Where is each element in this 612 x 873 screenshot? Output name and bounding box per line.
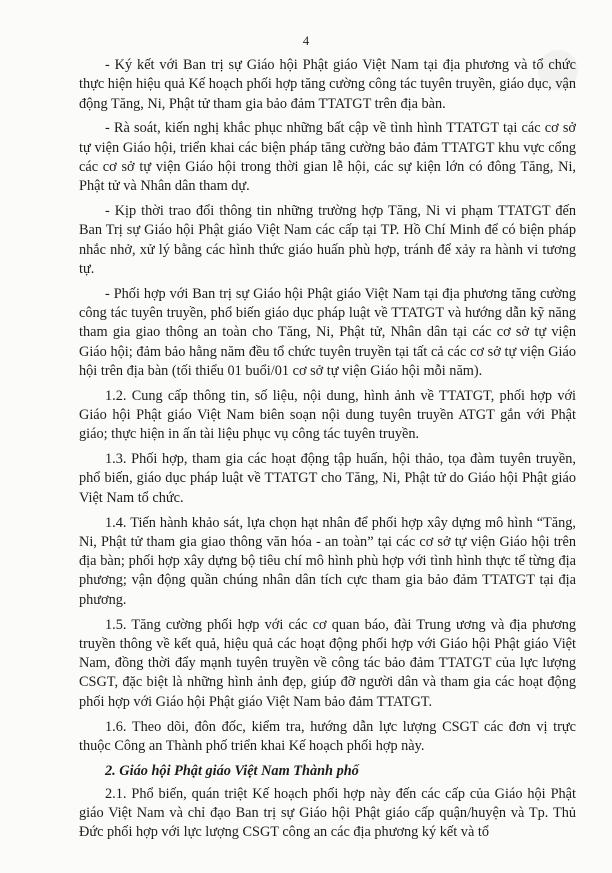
paragraph-1-2: 1.2. Cung cấp thông tin, số liệu, nội dung, hình ảnh về TTATGT, phối hợp với Giáo hội Phật giáo Việt Nam biên soạn nội dung tuyên truyền ATGT gắn với Phật giáo; thực hiện in ấn tài liệu phục vụ công tác tuyên truyền. [79,387,576,443]
paragraph-2-1: 2.1. Phổ biến, quán triệt Kế hoạch phối hợp này đến các cấp của Giáo hội Phật giáo Việt Nam và chỉ đạo Ban trị sự Giáo hội Phật giáo cấp quận/huyện và Tp. Thủ Đức phối hợp với lực lượng CSGT công an các địa phương ký kết và tổ [79,785,576,841]
paragraph-1-3: 1.3. Phối hợp, tham gia các hoạt động tập huấn, hội thảo, tọa đàm tuyên truyền, phổ biến, giáo dục pháp luật về TTATGT cho Tăng, Ni, Phật tử do Giáo hội Phật giáo Việt Nam tổ chức. [79,451,576,506]
paragraph-bullet-4: - Phối hợp với Ban trị sự Giáo hội Phật giáo Việt Nam tại địa phương tăng cường công tác tuyên truyền, phổ biến giáo dục pháp luật về TTATGT và hướng dẫn kỹ năng tham gia giao thông an toàn cho Tăng, Ni, Phật tử, Nhân dân tại các cơ sở tự viện Giáo hội; đảm bảo hằng năm đều tổ chức tuyên truyền tại tất cả các cơ sở tự viện Giáo hội trên địa bàn (tối thiểu 01 buổi/01 cơ sở tự viện Giáo hội mỗi năm). [79,285,576,379]
paragraph-bullet-3: - Kịp thời trao đổi thông tin những trường hợp Tăng, Ni vi phạm TTATGT đến Ban Trị sự Giáo hội Phật giáo Việt Nam các cấp tại TP. Hồ Chí Minh để có biện pháp nhắc nhở, xử lý bằng các hình thức giáo huấn phù hợp, tránh để xảy ra hành vi tương tự. [79,203,576,277]
section-heading: 2. Giáo hội Phật giáo Việt Nam Thành phố [105,762,359,779]
paragraph-1-4: 1.4. Tiến hành khảo sát, lựa chọn hạt nhân để phối hợp xây dựng mô hình “Tăng, Ni, Phật tử tham gia giao thông văn hóa - an toàn” tại các cơ sở tự viện Giáo hội trên địa bàn; phối hợp xây dựng bộ tiêu chí mô hình phù hợp với tình hình thực tế từng địa phương; vận động quần chúng nhân dân tích cực tham gia bảo đảm TTATGT tại địa phương. [79,514,576,608]
paragraph-1-6: 1.6. Theo dõi, đôn đốc, kiểm tra, hướng dẫn lực lượng CSGT các đơn vị trực thuộc Công an Thành phố triển khai Kế hoạch phối hợp này. [79,718,576,754]
paragraph-bullet-1: - Ký kết với Ban trị sự Giáo hội Phật giáo Việt Nam tại địa phương và tổ chức thực hiện hiệu quả Kế hoạch phối hợp tăng cường công tác tuyên truyền, giáo dục, vận động Tăng, Ni, Phật tử tham gia bảo đảm TTATGT trên địa bàn. [79,57,576,112]
paragraph-1-5: 1.5. Tăng cường phối hợp với các cơ quan báo, đài Trung ương và địa phương truyền thông về kết quả, hiệu quả các hoạt động phối hợp với Giáo hội Phật giáo Việt Nam, đồng thời đẩy mạnh tuyên truyền về công tác bảo đảm TTATGT của lực lượng CSGT, đặc biệt là những hình ảnh đẹp, giúp đỡ người dân và tham gia các hoạt động phối hợp với Giáo hội Phật giáo Việt Nam bảo đảm TTATGT. [79,616,576,710]
paragraph-bullet-2: - Rà soát, kiến nghị khắc phục những bất cập về tình hình TTATGT tại các cơ sở tự viện Giáo hội, triển khai các biện pháp tăng cường bảo đảm TTATGT khu vực cổng các cơ sở tự viện Giáo hội trong thời gian lễ hội, các sự kiện lớn có đông Tăng, Ni, Phật tử và Nhân dân tham dự. [79,120,576,195]
page-number: 4 [302,34,310,48]
document-body [79,56,576,848]
